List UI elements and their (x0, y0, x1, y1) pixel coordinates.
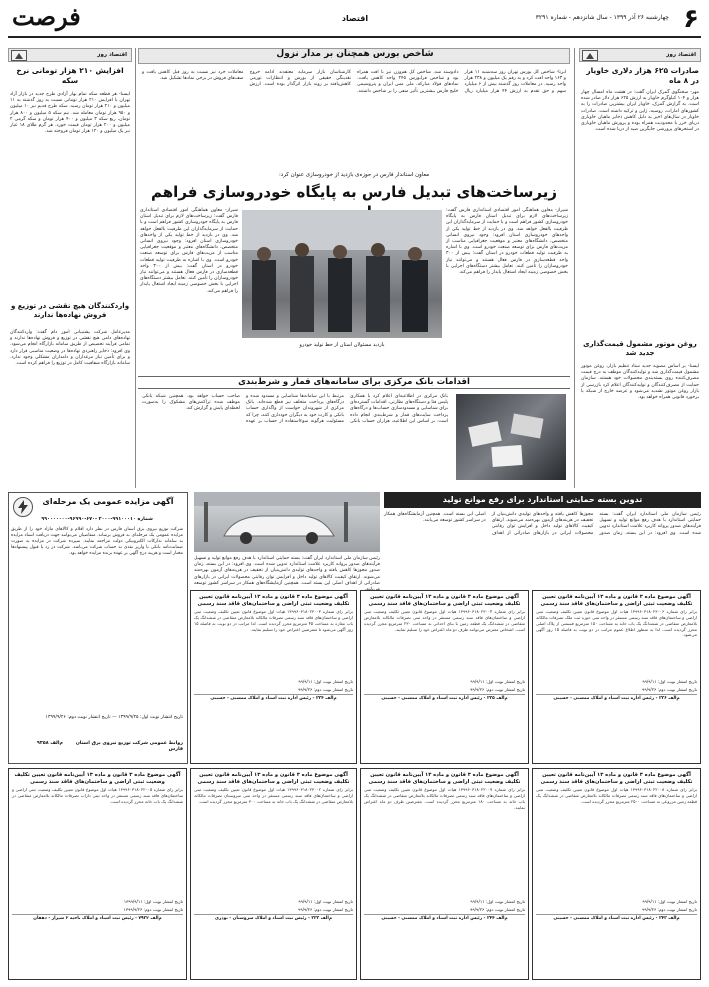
article-body-left: شیراز- معاون هماهنگی امور اقتصادی استانداری فارس گفت: زیرساخت‌های لازم برای تبدیل استان فارس به پایگاه خودروسازی کشور فراهم است و با حمایت از سرمایه‌گذاران این ظرفیت بالفعل خواهد شد. وی در بازدید از خط تولید یکی از واحدهای خودروسازی استان افزود: وجود نیروی انسانی متخصص، دانشگاه‌های معتبر و موقعیت جغرافیایی مناسب از مزیت‌های فارس برای توسعه صنعت خودرو است. وی با اشاره به ظرفیت تولید قطعات خودرو در استان گفت: بیش از ۳۰۰ واحد قطعه‌سازی در فارس فعال هستند و می‌توانند نیاز خودروسازان را تأمین کنند. تعامل بیشتر دستگاه‌های اجرایی با بخش خصوصی زمینه ایجاد اشتغال پایدار را فراهم می‌کند. (140, 208, 238, 294)
notice-title: آگهی موضوع ماده ۳ قانون و ماده ۱۳ آیین‌نامه قانون تعیین تکلیف وضعیت ثبتی اراضی و ساختمان‌های فاقد سند رسمی (540, 772, 693, 785)
legal-notice (8, 768, 187, 980)
article-body: مهر- سخنگوی گمرک ایران گفت: در هشت ماه امسال چهار هزار و ۱۰۴ کیلوگرم خاویار به ارزش ۶۲۵ هزار دلار صادر شده است. به گزارش گمرک، خاویار ایران بیشترین صادرات را به کشورهای امارات، روسیه، ژاپن و ترکیه داشته است. صادرات خاویار در سال‌های اخیر به دلیل کاهش ذخایر ماهیان خاویاری دریای خزر با محدودیت همراه بوده و پرورش ماهیان خاویاری در استخرهای پرورشی جایگزین صید از دریا شده است. (581, 90, 699, 133)
notice-body: برابر رای شماره ۱۳۹۹۶۰۳۱۸۰۲۳۰۰۳ هیات اول موضوع قانون تعیین تکلیف وضعیت ثبتی اراضی و ساختمان‌های فاقد سند رسمی تصرفات مالکانه بلامعارض متقاضی در ششدانگ یک باب مغازه به مساحت ۴۵ مترمربع محرز گردیده است. لذا مراتب در دو نوبت به فاصله ۱۵ روز آگهی می‌شود تا معترضین اعتراض خود را تسلیم نمایند. (194, 609, 353, 632)
notice-date-2: تاریخ انتشار نوبت دوم: ۹۹/۹/۲۶ (470, 906, 525, 912)
newspaper-icon (582, 50, 598, 61)
notice-body: برابر رای شماره ۱۳۹۹۶۰۳۱۸۰۲۳۰۰۲ هیات اول موضوع قانون تعیین تکلیف وضعیت ثبتی اراضی و ساختمان‌های فاقد سند رسمی مستقر در واحد ثبتی سروستان تصرفات مالکانه بلامعارض متقاضی در ششدانگ یک باب خانه به مساحت ۳۰۰ مترمربع محرز گردیده است. (194, 787, 353, 804)
notice-date-1: تاریخ انتشار نوبت اول: ۹۹/۹/۱۱ (298, 679, 353, 685)
sub-article-body: ایسنا- بر اساس مصوبه جدید ستاد تنظیم بازار، روغن موتور مشمول قیمت‌گذاری شد و تولیدکنندگان موظف به درج قیمت مصرف‌کننده روی بسته‌بندی محصولات خود هستند. سازمان حمایت از مصرف‌کنندگان و تولیدکنندگان اعلام کرد بازرسی از بازار روغن موتور تشدید می‌شود و عرضه خارج از شبکه با برخورد قانونی همراه خواهد بود. (581, 364, 699, 401)
notice-title: آگهی موضوع ماده ۳ قانون و ماده ۱۳ آیین‌نامه قانون تعیین تکلیف وضعیت ثبتی اراضی و ساختمان‌های فاقد سند رسمی (368, 594, 521, 607)
headline-bar (384, 492, 701, 508)
notice-date-2: تاریخ انتشار نوبت دوم: ۹۹/۹/۲۶ (298, 686, 353, 692)
section-label: اقتصاد (341, 14, 369, 23)
notice-signature: م‌الف ۳۴۴ - رئیس اداره ثبت اسناد و املاک ممسنی - حسینی (364, 914, 525, 922)
notice-date-2: تاریخ انتشار نوبت دوم: ۹۹/۹/۲۶ (642, 906, 697, 912)
badge-label: اقتصاد روز (97, 52, 127, 58)
legal-notice (190, 590, 357, 764)
legal-notice (360, 590, 529, 764)
notice-signature: م‌الف ۳۴۳ - رئیس اداره ثبت اسناد و املاک ممسنی - حسینی (536, 914, 697, 922)
standards-article (194, 492, 701, 593)
notice-signature: م‌الف ۳۳۶ - رئیس اداره ثبت اسناد و املاک ممسنی - حسینی (536, 694, 697, 702)
notice-title: آگهی موضوع ماده ۳ قانون و ماده ۱۳ آیین‌نامه قانون تعیین تکلیف وضعیت ثبتی اراضی و ساختمان‌های فاقد سند رسمی (368, 772, 521, 785)
newspaper-icon (11, 50, 27, 61)
notice-title: آگهی موضوع ماده ۳ قانون و ماده ۱۳ آیین‌نامه قانون تعیین تکلیف وضعیت ثبتی اراضی و ساختمان‌های فاقد سند رسمی (14, 772, 181, 785)
notice-date-1: تاریخ انتشار نوبت اول: ۹۹/۹/۱۱ (642, 899, 697, 905)
electricity-logo-icon (13, 497, 33, 517)
car-factory-photo (194, 492, 380, 552)
article-body: رئیس سازمان ملی استاندارد ایران گفت: بسته حمایتی استاندارد با هدف رفع موانع تولید و تسهیل فرآیندهای صدور پروانه کاربرد علامت استاندارد تدوین شده است. وی افزود: در این بسته، زمان صدور مجوزها کاهش یافته و واحدهای تولیدی دانش‌بنیان از تخفیف در هزینه‌های آزمون بهره‌مند می‌شوند. ارتقای کیفیت کالاهای تولید داخل و افزایش توان رقابتی محصولات ایرانی در بازارهای صادراتی از اهداف اصلی این بسته است. همچنین آزمایشگاه‌های همکار در سراسر کشور توسعه می‌یابند. (384, 512, 701, 536)
tender-dates: تاریخ انتشار نوبت اول: ۱۳۹۹/۹/۲۵ — تاریخ انتشار نوبت دوم: ۱۳۹۹/۹/۲۶ (45, 715, 183, 720)
notice-signature: م‌الف ۷۹۳۲ - رئیس ثبت اسناد و املاک ناحیه ۲ شیراز - دهقان (12, 914, 183, 922)
notice-date-1: تاریخ انتشار نوبت اول: ۹۹/۹/۱۱ (470, 899, 525, 905)
article-body: ایسنا- هر قطعه سکه تمام بهار آزادی طرح جدید در بازار آزاد تهران با افزایش ۲۱۰ هزار تومانی نسبت به روز گذشته به ۱۱ میلیون و ۲۱۰ هزار تومان رسید. سکه طرح قدیم نیز ۱۰ میلیون و ۹۵۰ هزار تومان معامله شد. نیم سکه ۵ میلیون و ۸۰۰ هزار تومان، ربع سکه ۳ میلیون و ۴۰۰ هزار تومان و سکه گرمی ۲ میلیون و ۲۰۰ هزار تومان قیمت خورد. هر گرم طلای ۱۸ عیار نیز یک میلیون و ۱۲۰ هزار تومان فروخته شد. (10, 92, 131, 135)
notice-date-1: تاریخ انتشار نوبت اول: ۹۹/۹/۱۱ (642, 679, 697, 685)
legal-notice (360, 768, 529, 980)
feature-article (138, 170, 570, 370)
notice-date-2: تاریخ انتشار نوبت دوم: ۹۹/۹/۲۶ (642, 686, 697, 692)
masthead (0, 0, 709, 46)
headline: اقدامات بانک مرکزی برای سامانه‌های قمار و شرط‌بندی (138, 376, 570, 389)
bourse-article (138, 48, 570, 166)
headline-bar (138, 48, 570, 64)
notice-date-1: تاریخ انتشار نوبت اول: ۹۹/۹/۱۱ (298, 899, 353, 905)
headline: افزایش ۲۱۰ هزار تومانی نرخ سکه (16, 66, 124, 85)
notice-title: آگهی موضوع ماده ۳ قانون و ماده ۱۳ آیین‌نامه قانون تعیین تکلیف وضعیت ثبتی اراضی و ساختمان‌های فاقد سند رسمی (197, 594, 350, 607)
notice-title: آگهی موضوع ماده ۳ قانون و ماده ۱۳ آیین‌نامه قانون تعیین تکلیف وضعیت ثبتی اراضی و ساختمان‌های فاقد سند رسمی (197, 772, 350, 785)
tender-signature: روابط عمومی شرکت توزیع نیروی برق استان فارس (75, 741, 183, 752)
notice-date-1: تاریخ انتشار نوبت اول: ۹۹/۹/۱۱ (470, 679, 525, 685)
headline: صادرات ۶۲۵ هزار دلاری خاویار در ۸ ماه (586, 66, 699, 85)
gambling-photo (456, 394, 566, 480)
notice-signature: م‌الف ۳۳۵ - رئیس اداره ثبت اسناد و املاک ممسنی - حسینی (364, 694, 525, 702)
badge-bar (8, 48, 132, 62)
column-divider (574, 48, 575, 488)
right-column (579, 48, 701, 488)
sub-article-body: مدیرعامل شرکت پشتیبانی امور دام گفت: واردکنندگان نهاده‌های دامی هیچ نقشی در توزیع و فروش نهاده‌ها ندارند و تمامی فرآیند تخصیص از طریق سامانه بازارگاه انجام می‌شود. وی افزود: ذخایر راهبردی نهاده‌ها در وضعیت مناسبی قرار دارد و برای تأمین نیاز مرغداران و دامداران مشکلی وجود ندارد. سامانه بازارگاه شفافیت کامل در توزیع را فراهم کرده است. (10, 330, 130, 367)
headline: زیرساخت‌های تبدیل فارس به پایگاه خودروسازی فراهم (151, 183, 557, 201)
notice-body: برابر رای شماره ۱۳۹۹۶۰۳۱۸۰۲۳۰۰۴ هیات اول موضوع قانون تعیین تکلیف وضعیت ثبتی اراضی و ساختمان‌های فاقد سند رسمی مستقر در واحد ثبتی تصرفات مالکانه بلامعارض متقاضی در ششدانگ یک قطعه زمین با بنای احداثی به مساحت ۲۳۰ مترمربع محرز گردیده است. اشخاص معترض می‌توانند ظرف دو ماه اعتراض خود را تسلیم نمایند. (364, 609, 525, 632)
badge-bar (579, 48, 701, 62)
notice-date-2: تاریخ انتشار نوبت دوم: ۱۳۹۹/۹/۲۶ (123, 906, 183, 912)
notice-body: برابر رای شماره ۱۳۹۹۶۰۳۱۸۰۲۲۰۰۷ هیات اول موضوع قانون تعیین تکلیف وضعیت ثبتی اراضی و ساختمان‌های فاقد سند رسمی تصرفات مالکانه بلامعارض متقاضی در ششدانگ یک باب خانه به مساحت ۱۸۰ مترمربع محرز گردیده است. معترضین ظرف دو ماه اعتراض نمایند. (364, 787, 525, 810)
sub-headline: روغن موتور مشمول قیمت‌گذاری جدید شد (583, 340, 697, 357)
notice-body: برابر رای شماره ۱۳۹۹۶۰۳۱۸۰۲۲۰۰۵ هیات اول موضوع قانون تعیین تکلیف وضعیت ثبتی اراضی و ساختمان‌های فاقد سند رسمی مستقر در واحد ثبتی داراب تصرفات مالکانه بلامعارض متقاضی در ششدانگ یک باب خانه محرز گردیده است. (12, 787, 183, 804)
article-body-right: شیراز- معاون هماهنگی امور اقتصادی استانداری فارس گفت: زیرساخت‌های لازم برای تبدیل استان فارس به پایگاه خودروسازی کشور فراهم است و با حمایت از سرمایه‌گذاران این ظرفیت بالفعل خواهد شد. وی در بازدید از خط تولید یکی از واحدهای خودروسازی استان افزود: وجود نیروی انسانی متخصص، دانشگاه‌های معتبر و موقعیت جغرافیایی مناسب از مزیت‌های فارس برای توسعه صنعت خودرو است. وی با اشاره به ظرفیت تولید قطعات خودرو در استان گفت: بیش از ۳۰۰ واحد قطعه‌سازی در فارس فعال هستند و می‌توانند نیاز خودروسازان را تأمین کنند. تعامل بیشتر دستگاه‌های اجرایی با بخش خصوصی زمینه ایجاد اشتغال پایدار را فراهم می‌کند. (446, 208, 568, 276)
tender-body: شرکت توزیع نیروی برق استان فارس در نظر دارد اقلام و کالاهای مازاد خود را از طریق مزایده عمومی یک مرحله‌ای به فروش برساند. متقاضیان می‌توانند جهت دریافت اسناد مزایده به سامانه تدارکات الکترونیکی دولت مراجعه نمایند. سپرده شرکت در مزایده به صورت ضمانت‌نامه بانکی یا واریز نقدی به حساب شرکت می‌باشد. شرکت در رد یا قبول پیشنهادها مختار است و هزینه درج آگهی بر عهده برنده مزایده خواهد بود. (11, 527, 183, 556)
article-body-continued: رئیس سازمان ملی استاندارد ایران گفت: بسته حمایتی استاندارد با هدف رفع موانع تولید و تسهیل فرآیندهای صدور پروانه کاربرد علامت استاندارد تدوین شده است. وی افزود: در این بسته، زمان صدور مجوزها کاهش یافته و واحدهای تولیدی دانش‌بنیان از تخفیف در هزینه‌های آزمون بهره‌مند می‌شوند. ارتقای کیفیت کالاهای تولید داخل و افزایش توان رقابتی محصولات ایرانی در بازارهای صادراتی از اهداف اصلی این بسته است. همچنین آزمایشگاه‌های همکار در سراسر کشور توسعه می‌یابند. (194, 556, 380, 593)
tender-ad (8, 492, 188, 764)
notice-date-2: تاریخ انتشار نوبت دوم: ۹۹/۹/۲۶ (298, 906, 353, 912)
gambling-article (138, 374, 570, 486)
tender-ref: شماره ۹۹۱۰۰۰۱۰-۲۰۰۰ -۶۷۰-۹۶۹۹۰-۹۹۰۰۰۰۰۰۰ (41, 517, 153, 522)
badge-label: اقتصاد روز (666, 52, 696, 58)
column-divider (135, 48, 136, 488)
headline: شاخص بورس همچنان بر مدار نزول (276, 49, 434, 59)
article-body: بانک مرکزی در اطلاعیه‌ای اعلام کرد با همکاری پلیس فتا و دستگاه‌های نظارتی، اقدامات گسترده‌ای برای شناسایی و مسدودسازی حساب‌ها و درگاه‌های پرداخت سایت‌های قمار و شرط‌بندی انجام داده است. بر اساس این اطلاعیه، هزاران حساب بانکی مرتبط با این سامانه‌ها شناسایی و مسدود شده و درگاه‌های پرداخت متخلف نیز قطع شده‌اند. بانک مرکزی از شهروندان خواست از واگذاری حساب بانکی و کارت خود به دیگران خودداری کنند، چرا که مسئولیت هرگونه سوءاستفاده از حساب بر عهده صاحب حساب خواهد بود. همچنین شبکه بانکی موظف شده تراکنش‌های مشکوک را به‌صورت لحظه‌ای پایش و گزارش کند. (142, 394, 448, 424)
photo-caption: بازدید مسئولان استان از خط تولید خودرو (299, 342, 385, 348)
notice-date-1: تاریخ انتشار نوبت اول: ۱۳۹۹/۹/۱۱ (123, 899, 183, 905)
notice-body: برابر رای شماره ۱۳۹۹۶۰۳۱۸۰۲۲۰۰۸ هیات اول موضوع قانون تعیین تکلیف وضعیت ثبتی اراضی و ساختمان‌های فاقد سند رسمی تصرفات مالکانه بلامعارض متقاضی در ششدانگ یک قطعه زمین مزروعی به مساحت ۲۵۰۰ مترمربع محرز گردیده است. (536, 787, 697, 804)
notice-date-2: تاریخ انتشار نوبت دوم: ۹۹/۹/۲۶ (470, 686, 525, 692)
legal-notice (532, 590, 701, 764)
masthead-rule (8, 36, 701, 38)
notice-signature: م‌الف ۳۳۳ - رئیس ثبت اسناد و املاک سروستان - نوذری (194, 914, 353, 922)
notice-title: آگهی موضوع ماده ۳ قانون و ماده ۱۳ آیین‌نامه قانون تعیین تکلیف وضعیت ثبتی اراضی و ساختمان‌های فاقد سند رسمی (540, 594, 693, 607)
notice-signature: م‌الف ۳۳۴ - رئیس اداره ثبت اسناد و املاک ممسنی - حسینی (194, 694, 353, 702)
page-number: ۶ (683, 4, 699, 34)
headline: آگهی مزایده عمومی یک مرحله‌ای (42, 497, 174, 506)
notice-body: برابر رای شماره ۱۳۹۹۶۰۳۱۸۰۲۳۰۰۶ هیات اول موضوع قانون تعیین تکلیف وضعیت ثبتی اراضی و ساختمان‌های فاقد سند رسمی مستقر در واحد ثبتی حوزه ثبت ملک تصرفات مالکانه بلامعارض متقاضی در ششدانگ یک باب خانه به مساحت ۱۵۰ مترمربع قسمتی از پلاک اصلی محرز گردیده است. لذا به منظور اطلاع عموم مراتب در دو نوبت به فاصله ۱۵ روز آگهی می‌شود. (536, 609, 697, 638)
tender-code: م‌الف ۹۴۵۸ (36, 741, 63, 746)
article-body: ایرنا- شاخص کل بورس تهران روز سه‌شنبه ۱۱ هزار و ۱۶۳ واحد افت کرد و به رقم یک میلیون و ۲۳۸ هزار واحد رسید. در معاملات روز گذشته بیش از ۶ میلیارد سهم و حق تقدم به ارزش ۴۴ هزار میلیارد ریال دادوستد شد. شاخص کل هم‌وزن نیز با افت همراه بود و شاخص فرابورس ۲۴۵ واحد کاهش یافت. نمادهای فولاد مبارکه، ملی مس ایران و پتروشیمی خلیج فارس بیشترین تأثیر منفی را بر شاخص داشتند. کارشناسان بازار سرمایه معتقدند ادامه خروج نقدینگی حقیقی از بورس و انتظارات تورمی کاهش‌یافته بر روند بازار اثرگذار بوده است. ارزش معاملات خرد نیز نسبت به روز قبل کاهش یافت و صف‌های فروش در برخی نمادها تشکیل شد. (142, 70, 567, 94)
kicker: معاون استاندار فارس در حوزه‌ی بازدید از خودروسازی عنوان کرد: (278, 172, 430, 178)
issue-line: چهارشنبه ۲۶ آذر ۱۳۹۹ - سال شانزدهم - شماره ۳۲۹۱ (535, 14, 669, 21)
left-column (8, 48, 132, 488)
newspaper-logo: فرصت (12, 2, 81, 31)
sub-headline: واردکنندگان هیچ نقشی در توزیع و فروش نهاده‌ها ندارند (10, 302, 130, 319)
headline: تدوین بسته حمایتی استاندارد برای رفع موانع تولید (442, 495, 643, 504)
legal-notice (532, 768, 701, 980)
legal-notice (190, 768, 357, 980)
feature-photo (242, 210, 442, 338)
